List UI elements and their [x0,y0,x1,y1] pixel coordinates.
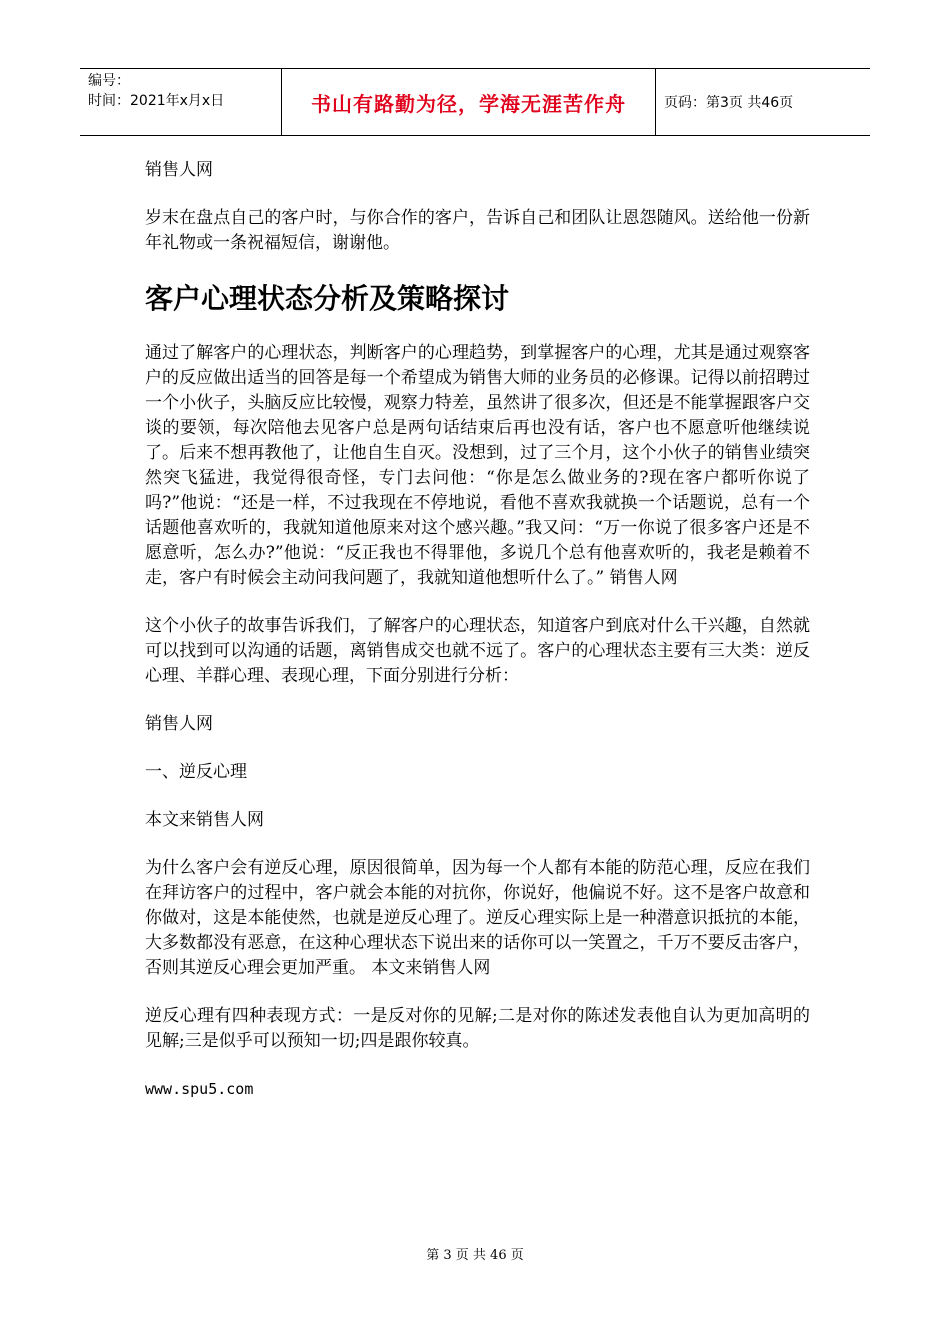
header-page-info: 页码：第3页 共46页 [664,95,794,111]
page-header [80,68,870,136]
header-meta-cell [80,69,282,135]
paragraph: 销售人网 [145,160,213,180]
paragraph: 这个小伙子的故事告诉我们，了解客户的心理状态，知道客户到底对什么干兴趣，自然就可以找到可以沟通的话题，离销售成交也就不远了。客户的心理状态主要有三大类：逆反心理、羊群心理、表现心理，下面分别进行分析： [145,616,810,686]
paragraph: 逆反心理有四种表现方式：一是反对你的见解;二是对你的陈述发表他自认为更加高明的见解;三是似乎可以预知一切;四是跟你较真。 [145,1006,810,1051]
document-body [145,158,810,1125]
paragraph: 本文来销售人网 [145,810,264,830]
article-heading: 客户心理状态分析及策略探讨 [145,282,510,315]
paragraph: 岁末在盘点自己的客户时，与你合作的客户，告诉自己和团队让恩怨随风。送给他一份新年礼物或一条祝福短信，谢谢他。 [145,208,810,253]
paragraph: 销售人网 [145,714,213,734]
date-label: 时间：2021年x月x日 [88,93,225,109]
paragraph: 通过了解客户的心理状态，判断客户的心理趋势，到掌握客户的心理，尤其是通过观察客户的反应做出适当的回答是每一个希望成为销售大师的业务员的必修课。记得以前招聘过一个小伙子，头脑反应比较慢，观察力特差，虽然讲了很多次，但还是不能掌握跟客户交谈的要领，每次陪他去见客户总是两句话结束后再也没有话，客户也不愿意听他继续说了。后来不想再教他了，让他自生自灭。没想到，过了三个月，这个小伙子的销售业绩突然突飞猛进，我觉得很奇怪，专门去问他：“你是怎么做业务的?现在客户都听你说了吗?”他说：“还是一样，不过我现在不停地说，看他不喜欢我就换一个话题说，总有一个话题他喜欢听的，我就知道他原来对这个感兴趣。”我又问：“万一你说了很多客户还是不愿意听，怎么办?”他说：“反正我也不得罪他，多说几个总有他喜欢听的，我老是赖着不走，客户有时候会主动问我问题了，我就知道他想听什么了。” 销售人网 [145,343,810,588]
number-label: 编号： [88,73,130,89]
page-footer: 第 3 页 共 46 页 [426,1248,524,1263]
section-heading: 一、逆反心理 [145,762,247,782]
paragraph: 为什么客户会有逆反心理，原因很简单，因为每一个人都有本能的防范心理，反应在我们在拜访客户的过程中，客户就会本能的对抗你，你说好，他偏说不好。这不是客户故意和你做对，这是本能使然，也就是逆反心理了。逆反心理实际上是一种潜意识抵抗的本能，大多数都没有恶意，在这种心理状态下说出来的话你可以一笑置之，千万不要反击客户，否则其逆反心理会更加严重。 本文来销售人网 [145,858,810,978]
header-motto: 书山有路勤为径，学海无涯苦作舟 [282,69,656,135]
website-text: www.spu5.com [145,1080,254,1098]
